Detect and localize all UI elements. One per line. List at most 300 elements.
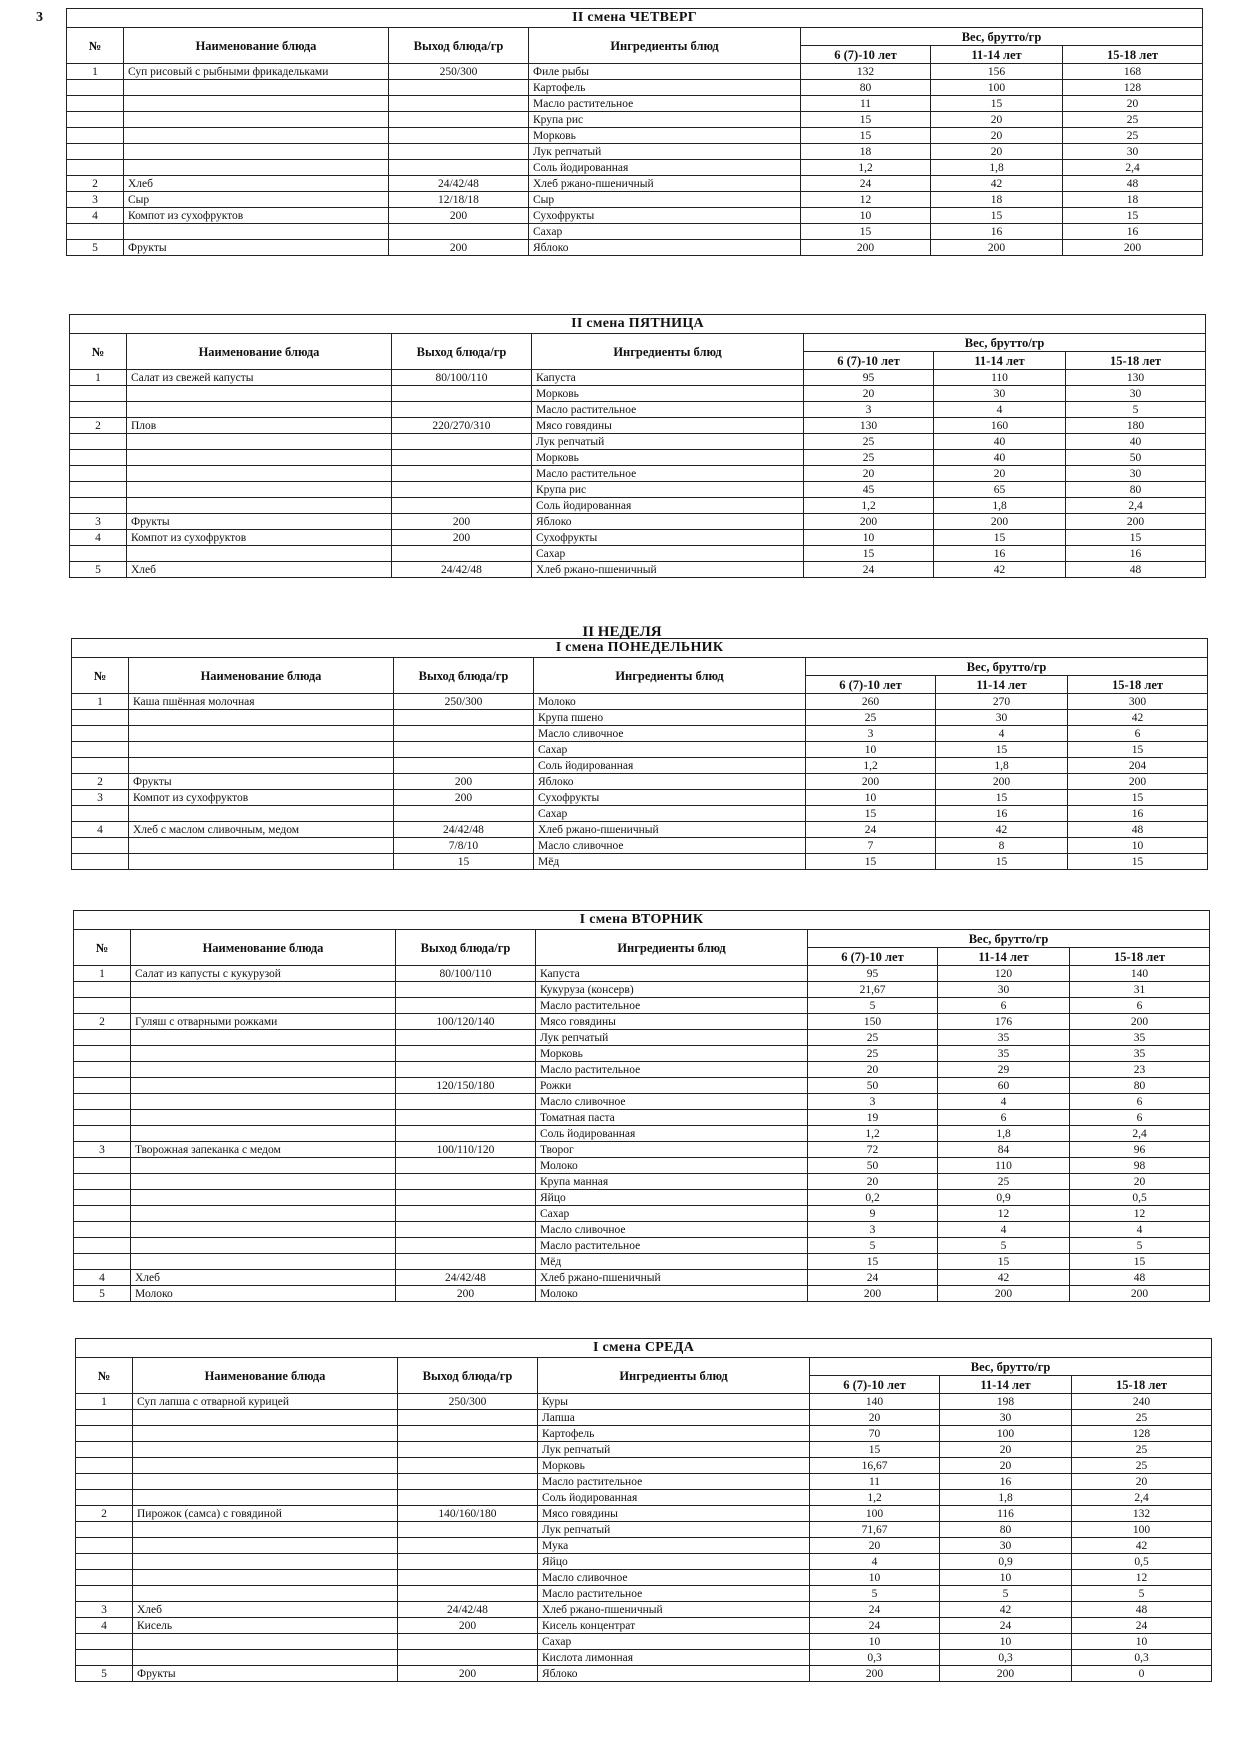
weight-age-11-14: 30 (936, 710, 1068, 726)
weight-age-11-14: 42 (940, 1602, 1072, 1618)
weight-age-6-10: 1,2 (808, 1126, 938, 1142)
weight-age-6-10: 10 (804, 530, 934, 546)
weight-age-15-18: 180 (1066, 418, 1206, 434)
row-number: 1 (67, 64, 124, 80)
header-dish: Наименование блюда (129, 658, 394, 694)
table-row (74, 966, 1210, 982)
dish-yield: 100/120/140 (396, 1014, 536, 1030)
dish-yield (398, 1410, 538, 1426)
weight-age-15-18: 10 (1068, 838, 1208, 854)
dish-name (131, 1238, 396, 1254)
row-number (76, 1522, 133, 1538)
dish-yield (396, 1046, 536, 1062)
weight-age-11-14: 16 (940, 1474, 1072, 1490)
dish-name: Хлеб (124, 176, 389, 192)
dish-yield (389, 96, 529, 112)
weight-age-11-14: 8 (936, 838, 1068, 854)
row-number (76, 1586, 133, 1602)
weight-age-15-18: 10 (1072, 1634, 1212, 1650)
ingredient: Крупа рис (532, 482, 804, 498)
header-age-6-10: 6 (7)-10 лет (810, 1376, 940, 1394)
dish-name: Пирожок (самса) с говядиной (133, 1506, 398, 1522)
dish-name (131, 998, 396, 1014)
row-number: 2 (70, 418, 127, 434)
ingredient: Морковь (538, 1458, 810, 1474)
weight-age-15-18: 15 (1070, 1254, 1210, 1270)
dish-name (127, 498, 392, 514)
row-number: 2 (74, 1014, 131, 1030)
weight-age-6-10: 3 (804, 402, 934, 418)
weight-age-11-14: 40 (934, 434, 1066, 450)
dish-yield: 24/42/48 (398, 1602, 538, 1618)
dish-yield (398, 1586, 538, 1602)
dish-name (124, 144, 389, 160)
weight-age-15-18: 23 (1070, 1062, 1210, 1078)
weight-age-11-14: 42 (931, 176, 1063, 192)
dish-name (129, 806, 394, 822)
header-yield: Выход блюда/гр (394, 658, 534, 694)
weight-age-6-10: 200 (806, 774, 936, 790)
weight-age-11-14: 24 (940, 1618, 1072, 1634)
row-number: 4 (67, 208, 124, 224)
table-row (76, 1554, 1212, 1570)
weight-age-15-18: 42 (1072, 1538, 1212, 1554)
header-dish: Наименование блюда (131, 930, 396, 966)
weight-age-6-10: 24 (804, 562, 934, 578)
menu-table (75, 1338, 1212, 1682)
weight-age-11-14: 6 (938, 998, 1070, 1014)
row-number (72, 806, 129, 822)
dish-yield (389, 128, 529, 144)
weight-age-6-10: 10 (810, 1634, 940, 1650)
table-row (67, 224, 1203, 240)
ingredient: Морковь (532, 386, 804, 402)
weight-age-11-14: 15 (931, 208, 1063, 224)
weight-age-15-18: 6 (1068, 726, 1208, 742)
weight-age-6-10: 200 (801, 240, 931, 256)
dish-yield: 7/8/10 (394, 838, 534, 854)
header-age-6-10: 6 (7)-10 лет (801, 46, 931, 64)
weight-age-11-14: 29 (938, 1062, 1070, 1078)
dish-name: Гуляш с отварными рожками (131, 1014, 396, 1030)
weight-age-6-10: 1,2 (804, 498, 934, 514)
weight-age-11-14: 84 (938, 1142, 1070, 1158)
row-number (76, 1458, 133, 1474)
weight-age-11-14: 198 (940, 1394, 1072, 1410)
dish-name (127, 482, 392, 498)
dish-yield (396, 1206, 536, 1222)
weight-age-15-18: 200 (1070, 1286, 1210, 1302)
dish-yield (389, 112, 529, 128)
ingredient: Соль йодированная (538, 1490, 810, 1506)
table-row (74, 1254, 1210, 1270)
weight-age-6-10: 200 (810, 1666, 940, 1682)
dish-name: Суп лапша с отварной курицей (133, 1394, 398, 1410)
dish-name (131, 1222, 396, 1238)
ingredient: Сахар (534, 742, 806, 758)
weight-age-15-18: 12 (1070, 1206, 1210, 1222)
dish-yield: 250/300 (389, 64, 529, 80)
weight-age-6-10: 15 (804, 546, 934, 562)
weight-age-15-18: 18 (1063, 192, 1203, 208)
weight-age-11-14: 270 (936, 694, 1068, 710)
table-row (74, 1206, 1210, 1222)
dish-yield: 200 (389, 208, 529, 224)
dish-yield: 12/18/18 (389, 192, 529, 208)
ingredient: Филе рыбы (529, 64, 801, 80)
header-age-15-18: 15-18 лет (1070, 948, 1210, 966)
row-number (70, 434, 127, 450)
weight-age-6-10: 24 (801, 176, 931, 192)
row-number (67, 80, 124, 96)
dish-name (131, 1094, 396, 1110)
dish-name: Салат из свежей капусты (127, 370, 392, 386)
weight-age-6-10: 80 (801, 80, 931, 96)
weight-age-6-10: 50 (808, 1078, 938, 1094)
ingredient: Яблоко (538, 1666, 810, 1682)
weight-age-11-14: 200 (940, 1666, 1072, 1682)
weight-age-15-18: 5 (1066, 402, 1206, 418)
table-row (70, 450, 1206, 466)
ingredient: Яйцо (538, 1554, 810, 1570)
dish-yield: 24/42/48 (389, 176, 529, 192)
menu-table (66, 8, 1203, 256)
row-number: 1 (76, 1394, 133, 1410)
weight-age-15-18: 0,3 (1072, 1650, 1212, 1666)
table-row (67, 192, 1203, 208)
ingredient: Мёд (534, 854, 806, 870)
table-row (70, 370, 1206, 386)
weight-age-11-14: 15 (934, 530, 1066, 546)
dish-name (133, 1538, 398, 1554)
table-row (72, 742, 1208, 758)
ingredient: Хлеб ржано-пшеничный (534, 822, 806, 838)
dish-yield: 24/42/48 (396, 1270, 536, 1286)
weight-age-15-18: 2,4 (1063, 160, 1203, 176)
header-weight: Вес, брутто/гр (808, 930, 1210, 948)
weight-age-6-10: 20 (810, 1410, 940, 1426)
weight-age-11-14: 0,9 (938, 1190, 1070, 1206)
weight-age-15-18: 20 (1072, 1474, 1212, 1490)
weight-age-15-18: 30 (1063, 144, 1203, 160)
dish-yield: 200 (396, 1286, 536, 1302)
ingredient: Яблоко (529, 240, 801, 256)
dish-name (129, 742, 394, 758)
weight-age-15-18: 48 (1068, 822, 1208, 838)
weight-age-15-18: 48 (1070, 1270, 1210, 1286)
ingredient: Сахар (538, 1634, 810, 1650)
table-row (70, 498, 1206, 514)
dish-name (131, 1254, 396, 1270)
dish-name: Компот из сухофруктов (124, 208, 389, 224)
header-ingredients: Ингредиенты блюд (536, 930, 808, 966)
table-row (72, 710, 1208, 726)
row-number (70, 482, 127, 498)
dish-name (131, 1174, 396, 1190)
weight-age-15-18: 100 (1072, 1522, 1212, 1538)
header-number: № (67, 28, 124, 64)
weight-age-15-18: 50 (1066, 450, 1206, 466)
weight-age-15-18: 48 (1063, 176, 1203, 192)
weight-age-15-18: 98 (1070, 1158, 1210, 1174)
dish-yield (398, 1554, 538, 1570)
weight-age-6-10: 15 (801, 128, 931, 144)
header-yield: Выход блюда/гр (396, 930, 536, 966)
weight-age-15-18: 4 (1070, 1222, 1210, 1238)
table-row (72, 838, 1208, 854)
weight-age-6-10: 3 (806, 726, 936, 742)
weight-age-6-10: 95 (804, 370, 934, 386)
weight-age-15-18: 25 (1072, 1458, 1212, 1474)
row-number (67, 112, 124, 128)
dish-name (124, 112, 389, 128)
dish-yield (398, 1490, 538, 1506)
table-row (67, 160, 1203, 176)
weight-age-6-10: 11 (810, 1474, 940, 1490)
row-number: 1 (72, 694, 129, 710)
row-number: 3 (74, 1142, 131, 1158)
ingredient: Масло растительное (529, 96, 801, 112)
ingredient: Масло сливочное (534, 838, 806, 854)
dish-yield (396, 1222, 536, 1238)
weight-age-11-14: 80 (940, 1522, 1072, 1538)
row-number (67, 144, 124, 160)
row-number (67, 160, 124, 176)
row-number: 3 (70, 514, 127, 530)
ingredient: Лук репчатый (532, 434, 804, 450)
row-number (70, 466, 127, 482)
ingredient: Творог (536, 1142, 808, 1158)
weight-age-6-10: 19 (808, 1110, 938, 1126)
ingredient: Кукуруза (консерв) (536, 982, 808, 998)
weight-age-15-18: 16 (1063, 224, 1203, 240)
table-row (76, 1538, 1212, 1554)
weight-age-15-18: 30 (1066, 386, 1206, 402)
table-row (76, 1506, 1212, 1522)
row-number (74, 1030, 131, 1046)
weight-age-11-14: 200 (934, 514, 1066, 530)
ingredient: Кислота лимонная (538, 1650, 810, 1666)
table-row (74, 1158, 1210, 1174)
ingredient: Мясо говядины (532, 418, 804, 434)
dish-yield: 200 (394, 774, 534, 790)
weight-age-15-18: 128 (1063, 80, 1203, 96)
dish-name: Фрукты (129, 774, 394, 790)
header-number: № (70, 334, 127, 370)
weight-age-15-18: 35 (1070, 1030, 1210, 1046)
row-number: 4 (72, 822, 129, 838)
dish-name (133, 1490, 398, 1506)
header-number: № (74, 930, 131, 966)
dish-yield (396, 1094, 536, 1110)
dish-yield: 24/42/48 (394, 822, 534, 838)
dish-name (133, 1442, 398, 1458)
weight-age-6-10: 15 (806, 806, 936, 822)
header-age-15-18: 15-18 лет (1066, 352, 1206, 370)
ingredient: Картофель (529, 80, 801, 96)
weight-age-6-10: 21,67 (808, 982, 938, 998)
row-number (70, 450, 127, 466)
table-row (74, 1142, 1210, 1158)
dish-name: Хлеб (131, 1270, 396, 1286)
row-number (74, 1062, 131, 1078)
dish-name (133, 1458, 398, 1474)
weight-age-15-18: 168 (1063, 64, 1203, 80)
ingredient: Хлеб ржано-пшеничный (529, 176, 801, 192)
dish-yield (396, 982, 536, 998)
ingredient: Томатная паста (536, 1110, 808, 1126)
weight-age-6-10: 15 (810, 1442, 940, 1458)
weight-age-15-18: 200 (1063, 240, 1203, 256)
header-ingredients: Ингредиенты блюд (538, 1358, 810, 1394)
weight-age-6-10: 5 (808, 998, 938, 1014)
dish-name: Фрукты (127, 514, 392, 530)
weight-age-6-10: 16,67 (810, 1458, 940, 1474)
weight-age-6-10: 260 (806, 694, 936, 710)
dish-name (133, 1586, 398, 1602)
weight-age-6-10: 200 (804, 514, 934, 530)
dish-yield: 24/42/48 (392, 562, 532, 578)
header-age-11-14: 11-14 лет (938, 948, 1070, 966)
table-title: II смена ЧЕТВЕРГ (67, 9, 1203, 28)
row-number: 1 (70, 370, 127, 386)
table-row (74, 998, 1210, 1014)
row-number: 5 (67, 240, 124, 256)
weight-age-11-14: 12 (938, 1206, 1070, 1222)
header-age-11-14: 11-14 лет (940, 1376, 1072, 1394)
dish-yield (392, 498, 532, 514)
weight-age-15-18: 15 (1068, 854, 1208, 870)
dish-yield: 80/100/110 (392, 370, 532, 386)
dish-name: Творожная запеканка с медом (131, 1142, 396, 1158)
weight-age-6-10: 1,2 (810, 1490, 940, 1506)
ingredient: Соль йодированная (534, 758, 806, 774)
row-number: 5 (74, 1286, 131, 1302)
table-row (67, 240, 1203, 256)
row-number (74, 1174, 131, 1190)
ingredient: Кисель концентрат (538, 1618, 810, 1634)
ingredient: Масло растительное (538, 1474, 810, 1490)
table-title: II смена ПЯТНИЦА (70, 315, 1206, 334)
weight-age-15-18: 128 (1072, 1426, 1212, 1442)
weight-age-11-14: 35 (938, 1030, 1070, 1046)
row-number (70, 546, 127, 562)
ingredient: Масло сливочное (536, 1222, 808, 1238)
weight-age-15-18: 204 (1068, 758, 1208, 774)
dish-yield (396, 998, 536, 1014)
dish-yield (398, 1442, 538, 1458)
dish-yield (389, 160, 529, 176)
row-number (74, 1158, 131, 1174)
row-number (72, 710, 129, 726)
page-number: 3 (36, 10, 43, 25)
weight-age-6-10: 200 (808, 1286, 938, 1302)
row-number: 3 (76, 1602, 133, 1618)
weight-age-15-18: 48 (1072, 1602, 1212, 1618)
weight-age-6-10: 25 (808, 1030, 938, 1046)
weight-age-15-18: 25 (1072, 1410, 1212, 1426)
weight-age-15-18: 16 (1068, 806, 1208, 822)
dish-name: Хлеб (127, 562, 392, 578)
weight-age-6-10: 15 (808, 1254, 938, 1270)
weight-age-15-18: 31 (1070, 982, 1210, 998)
ingredient: Мясо говядины (538, 1506, 810, 1522)
weight-age-11-14: 1,8 (934, 498, 1066, 514)
header-number: № (72, 658, 129, 694)
weight-age-11-14: 18 (931, 192, 1063, 208)
table-row (67, 112, 1203, 128)
row-number: 2 (76, 1506, 133, 1522)
row-number: 1 (74, 966, 131, 982)
weight-age-6-10: 15 (801, 224, 931, 240)
ingredient: Масло растительное (538, 1586, 810, 1602)
ingredient: Масло растительное (532, 466, 804, 482)
weight-age-11-14: 4 (938, 1094, 1070, 1110)
weight-age-15-18: 24 (1072, 1618, 1212, 1634)
row-number (76, 1442, 133, 1458)
menu-table (69, 314, 1206, 578)
weight-age-15-18: 25 (1072, 1442, 1212, 1458)
dish-yield (398, 1522, 538, 1538)
table-row (72, 694, 1208, 710)
weight-age-15-18: 200 (1066, 514, 1206, 530)
weight-age-15-18: 80 (1070, 1078, 1210, 1094)
table-row (70, 434, 1206, 450)
row-number: 5 (76, 1666, 133, 1682)
weight-age-15-18: 15 (1066, 530, 1206, 546)
row-number (74, 1238, 131, 1254)
dish-name (131, 1158, 396, 1174)
table-row (70, 386, 1206, 402)
header-age-6-10: 6 (7)-10 лет (804, 352, 934, 370)
table-row (74, 1078, 1210, 1094)
weight-age-15-18: 25 (1063, 112, 1203, 128)
weight-age-11-14: 200 (936, 774, 1068, 790)
weight-age-6-10: 20 (804, 386, 934, 402)
weight-age-11-14: 100 (931, 80, 1063, 96)
ingredient: Мёд (536, 1254, 808, 1270)
dish-yield (398, 1650, 538, 1666)
dish-name (124, 224, 389, 240)
ingredient: Картофель (538, 1426, 810, 1442)
header-age-15-18: 15-18 лет (1063, 46, 1203, 64)
weight-age-11-14: 30 (938, 982, 1070, 998)
dish-yield (389, 80, 529, 96)
dish-yield (398, 1634, 538, 1650)
weight-age-11-14: 116 (940, 1506, 1072, 1522)
weight-age-11-14: 20 (940, 1458, 1072, 1474)
ingredient: Морковь (536, 1046, 808, 1062)
header-dish: Наименование блюда (127, 334, 392, 370)
weight-age-6-10: 25 (806, 710, 936, 726)
header-weight: Вес, брутто/гр (804, 334, 1206, 352)
table-row (67, 96, 1203, 112)
dish-yield (392, 466, 532, 482)
weight-age-15-18: 0,5 (1072, 1554, 1212, 1570)
row-number (70, 402, 127, 418)
table-row (72, 758, 1208, 774)
weight-age-6-10: 20 (804, 466, 934, 482)
weight-age-6-10: 132 (801, 64, 931, 80)
header-age-6-10: 6 (7)-10 лет (808, 948, 938, 966)
header-age-15-18: 15-18 лет (1068, 676, 1208, 694)
table-row (67, 128, 1203, 144)
dish-yield (392, 482, 532, 498)
row-number (74, 1222, 131, 1238)
weight-age-11-14: 20 (931, 128, 1063, 144)
table-row (70, 514, 1206, 530)
table-row (74, 1190, 1210, 1206)
